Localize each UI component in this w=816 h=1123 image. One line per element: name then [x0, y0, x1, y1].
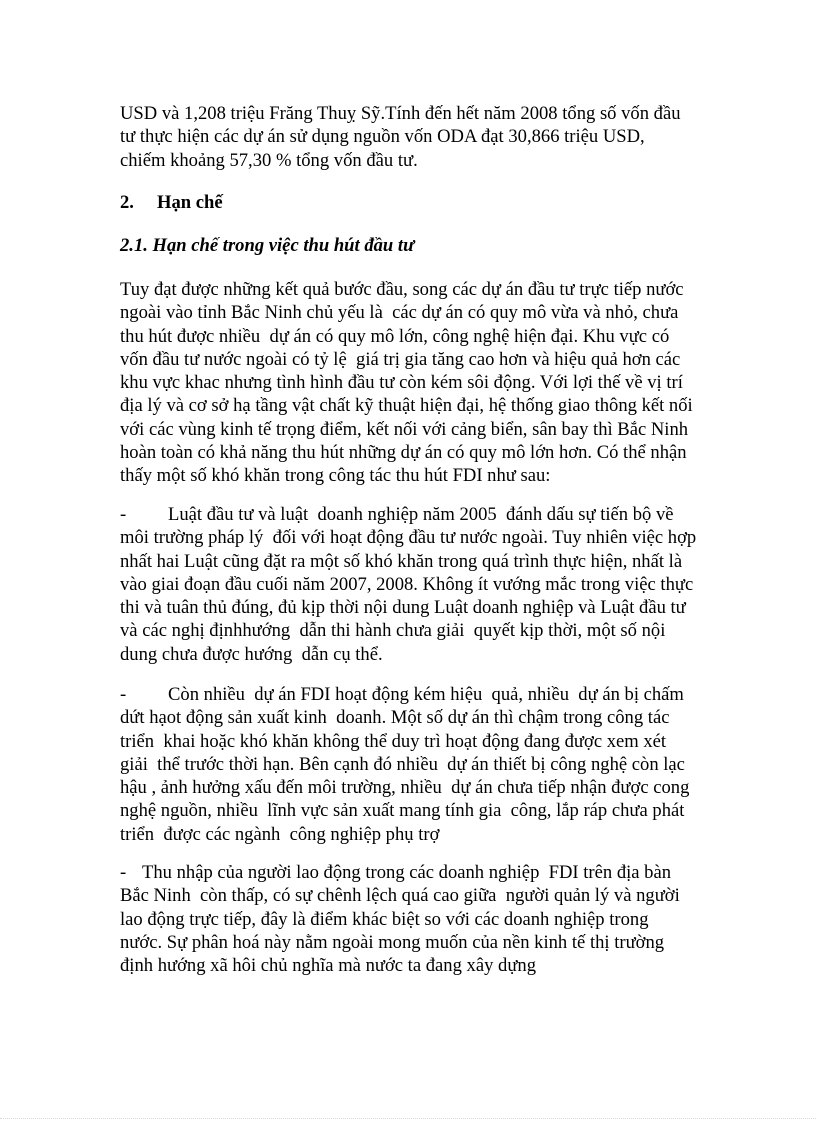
- bullet-line: Còn nhiều dự án FDI hoạt động kém hiệu quả, nhiều dự án bị chấm: [168, 684, 684, 705]
- bullet-line: và các nghị địnhhướng dẫn thi hành chưa giải quyết kịp thời, một số nội: [120, 620, 666, 642]
- bullet-item-1: [120, 503, 697, 666]
- bullet-line: lao động trực tiếp, đây là điểm khác biệt so với các doanh nghiệp trong: [120, 908, 649, 930]
- paragraph-line: thấy một số khó khăn trong công tác thu hút FDI như sau:: [120, 465, 551, 487]
- bullet-line: nhất hai Luật cũng đặt ra một số khó khăn trong quá trình thực hiện, nhất là: [120, 550, 683, 572]
- bullet-line: vào giai đoạn đầu cuối năm 2007, 2008. Không ít vướng mắc trong việc thực: [120, 573, 694, 595]
- bullet-first-line: [120, 503, 680, 526]
- bullet-item-3: [120, 861, 680, 977]
- bullet-line: hậu , ảnh hưởng xấu đến môi trường, nhiều dự án chưa tiếp nhận được cong: [120, 777, 690, 799]
- intro-line: USD và 1,208 triệu Frăng Thuỵ Sỹ.Tính đến hết năm 2008 tổng số vốn đầu: [120, 103, 681, 124]
- bullet-line: nghệ nguồn, nhiều lĩnh vực sản xuất mang tính gia công, lắp ráp chưa phát: [120, 800, 685, 822]
- paragraph-line: thu hút được nhiều dự án có quy mô lớn, công nghệ hiện đại. Khu vực có: [120, 325, 670, 347]
- bullet-marker: -: [120, 684, 127, 705]
- paragraph-1: [120, 278, 693, 488]
- bullet-marker: -: [120, 862, 127, 883]
- intro-line: tư thực hiện các dự án sử dụng nguồn vốn ODA đạt 30,866 triệu USD,: [120, 126, 645, 148]
- paragraph-line: địa lý và cơ sở hạ tầng vật chất kỹ thuật hiện đại, hệ thống giao thông kết nối: [120, 395, 693, 417]
- bullet-first-line: [120, 683, 684, 706]
- section-title: Hạn chế: [157, 192, 223, 213]
- bullet-line: nước. Sự phân hoá này nằm ngoài mong muốn của nền kinh tế thị trường: [120, 931, 665, 953]
- page-bottom-border: [0, 1118, 816, 1119]
- bullet-line: giải thể trước thời hạn. Bên cạnh đó nhiều dự án thiết bị công nghệ còn lạc: [120, 753, 685, 775]
- bullet-line: Luật đầu tư và luật doanh nghiệp năm 2005 đánh dấu sự tiến bộ về: [168, 504, 674, 525]
- paragraph-line: Tuy đạt được những kết quả bước đầu, song các dự án đầu tư trực tiếp nước: [120, 279, 684, 300]
- subsection-heading: 2.1. Hạn chế trong việc thu hút đầu tư: [120, 235, 415, 256]
- bullet-line: Thu nhập của người lao động trong các doanh nghiệp FDI trên địa bàn: [142, 862, 672, 883]
- bullet-marker: -: [120, 504, 127, 525]
- bullet-line: thi và tuân thủ đúng, đủ kịp thời nội dung Luật doanh nghiệp và Luật đầu tư: [120, 597, 686, 619]
- section-number: 2.: [120, 192, 134, 213]
- bullet-line: dung chưa được hướng dẫn cụ thể.: [120, 643, 383, 665]
- intro-paragraph: [120, 102, 680, 172]
- bullet-line: triển được các ngành công nghiệp phụ trợ: [120, 823, 440, 845]
- paragraph-line: khu vực khac nhưng tình hình đầu tư còn kém sôi động. Với lợi thế về vị trí: [120, 372, 683, 394]
- paragraph-line: ngoài vào tỉnh Bắc Ninh chủ yếu là các dự án có quy mô vừa và nhỏ, chưa: [120, 302, 679, 324]
- bullet-line: định hướng xã hôi chủ nghĩa mà nước ta đang xây dựng: [120, 955, 537, 977]
- paragraph-line: vốn đầu tư nước ngoài có tỷ lệ giá trị gia tăng cao hơn và hiệu quả hơn các: [120, 348, 681, 370]
- bullet-item-2: [120, 683, 690, 846]
- paragraph-line: hoàn toàn có khả năng thu hút những dự án có quy mô lớn hơn. Có thể nhận: [120, 442, 687, 464]
- bullet-line: triển khai hoặc khó khăn không thể duy trì hoạt động đang được xem xét: [120, 730, 667, 752]
- bullet-line: dứt hạot động sản xuất kinh doanh. Một số dự án thì chậm trong công tác: [120, 707, 670, 729]
- bullet-first-line: [120, 861, 680, 884]
- section-heading: [120, 192, 223, 214]
- paragraph-line: với các vùng kinh tế trọng điểm, kết nối với cảng biển, sân bay thì Bắc Ninh: [120, 418, 689, 440]
- intro-line: chiếm khoảng 57,30 % tổng vốn đầu tư.: [120, 149, 418, 171]
- bullet-line: môi trường pháp lý đối với hoạt động đầu tư nước ngoài. Tuy nhiên việc hợp: [120, 527, 697, 549]
- bullet-line: Bắc Ninh còn thấp, có sự chênh lệch quá cao giữa người quản lý và người: [120, 885, 680, 907]
